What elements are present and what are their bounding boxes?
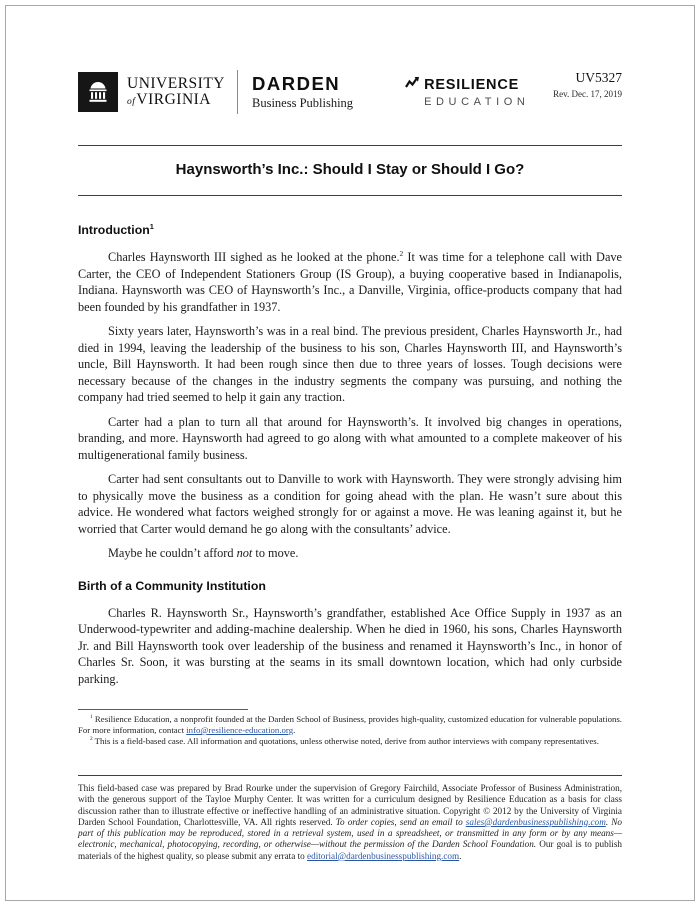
uva-virginia-word: VIRGINIA xyxy=(136,91,211,108)
editorial-email-link[interactable]: editorial@dardenbusinesspublishing.com xyxy=(307,850,460,861)
footnote-ref-2: 2 xyxy=(399,248,404,258)
document-page xyxy=(5,5,695,901)
intro-paragraph-3: Carter had a plan to turn all that around for Haynsworth’s. It involved big changes in operations, branding, and more. Haynsworth had agreed to go along with what amounted to a complete makeover of his multigenerational family business. xyxy=(78,414,622,462)
legal-italic-segment: No part of this publication may be reproduced, stored in a retrieval system, used in a spreadsheet, or transmitted in any form or by any means—electronic, mechanical, photocopying, recording, or otherwise—without the permission of the Darden School Foundation. xyxy=(78,816,622,850)
footnotes-section xyxy=(78,709,622,747)
resilience-email-link[interactable]: info@resilience-education.org xyxy=(186,725,294,735)
uva-of-word: of xyxy=(127,97,136,107)
document-header xyxy=(78,68,622,116)
intro-paragraph-1 xyxy=(78,249,622,315)
introduction-heading xyxy=(78,223,622,237)
document-meta xyxy=(553,70,622,99)
intro-paragraph-5 xyxy=(78,545,622,562)
legal-italic-segment: . xyxy=(605,816,612,827)
text-segment: This field-based case was prepared by Brad Rourke under the supervision of Gregory Fairchild, Associate Professor of Business Administration, with the generous support of the Tayloe Murphy Center. It was written for a curriculum designed by Resilience Education as a basis for class discussion rather than to illustrate effective or ineffective handling of an administrative situation. Copyright © 2012 by the University of Virginia Darden School Foundation, Charlottesville, VA. All rights reserved. xyxy=(78,782,622,827)
uva-logo xyxy=(78,72,225,112)
text-segment: Our goal is to publish materials of the highest quality, so please submit any errata to xyxy=(78,839,623,861)
footnote-1-marker: 1 xyxy=(90,714,93,721)
case-title: Haynsworth’s Inc.: Should I Stay or Should I Go? xyxy=(175,161,525,178)
header-divider xyxy=(237,70,238,114)
revision-date: Rev. Dec. 17, 2019 xyxy=(553,89,622,99)
resilience-wordmark: RESILIENCE xyxy=(424,77,520,93)
text-segment: Maybe he couldn’t afford xyxy=(108,546,237,560)
footnote-2 xyxy=(78,736,622,747)
darden-subtitle: Business Publishing xyxy=(252,96,354,110)
document-body xyxy=(78,223,622,695)
emphasized-word: not xyxy=(236,546,253,560)
footnote-2-marker: 2 xyxy=(90,736,93,743)
resilience-education-label: EDUCATION xyxy=(424,96,530,108)
intro-paragraph-2: Sixty years later, Haynsworth’s was in a real bind. The previous president, Charles Haynsworth Jr., had died in 1994, leaving the leadership of the business to his son, Charles Haynsworth III, and Haynsworth’s uncle, Bill Haynsworth. It had been rough since then due to three years of losses. Tough decisions were necessary because of the changes in the industry segments the company was pursuing, and nothing the company had tried seemed to help it gain any traction. xyxy=(78,324,622,404)
header-rule xyxy=(78,145,622,146)
footer-rule xyxy=(78,775,622,776)
introduction-heading-text: Introduction xyxy=(78,223,150,237)
text-segment: It was time for a telephone call with Dave Carter, the CEO of Independent Stationers Group (IS Group), a buying cooperative based in Indianapolis, Indiana. Haynsworth was CEO of Haynsworth’s Inc., a Danville, Virginia, office-products company that had been founded by his grandfather in 1937. xyxy=(78,250,623,314)
uva-university-label: UNIVERSITY xyxy=(127,75,225,93)
title-rule xyxy=(78,195,622,196)
resilience-logo xyxy=(405,76,529,108)
case-number: UV5327 xyxy=(575,70,622,85)
birth-paragraph-1: Charles R. Haynsworth Sr., Haynsworth’s grandfather, established Ace Office Supply in 1937 as an Underwood-typewriter and adding-machine dealership. When he died in 1960, his sons, Charles Haynsworth Jr. and Bill Haynsworth took over leadership of the business and renamed it Haynsworth’s Inc., in honor of Charles Sr. Soon, it was bursting at the seams in its small downtown location, which had only curbside parking. xyxy=(78,605,622,686)
text-segment: Resilience Education, a nonprofit founded at the Darden School of Business, provides high-quality, customized education for vulnerable populations. For more information, contact xyxy=(78,714,622,735)
text-segment: . xyxy=(293,725,296,735)
text-segment: to move. xyxy=(252,546,299,560)
text-segment: Charles Haynsworth III sighed as he looked at the phone. xyxy=(108,250,400,264)
resilience-growth-icon xyxy=(405,76,419,94)
birth-section-heading: Birth of a Community Institution xyxy=(78,578,266,593)
legal-footer xyxy=(78,775,622,862)
footnote-1 xyxy=(78,714,622,736)
uva-rotunda-icon xyxy=(78,72,118,112)
footnote-separator xyxy=(78,709,248,710)
footnote-ref-1: 1 xyxy=(149,221,154,231)
text-segment: . xyxy=(459,850,462,861)
uva-virginia-label xyxy=(127,92,225,108)
copyright-legal-text xyxy=(78,783,622,862)
uva-logo-text xyxy=(127,76,225,108)
legal-italic-segment: To order copies, send an email to xyxy=(335,816,466,827)
darden-logo xyxy=(252,73,353,111)
darden-wordmark: DARDEN xyxy=(252,73,341,94)
text-segment: This is a field-based case. All information and quotations, unless otherwise noted, derive from author interviews with company representatives. xyxy=(92,736,599,746)
intro-paragraph-4: Carter had sent consultants out to Danville to work with Haynsworth. They were strongly advising him to physically move the business as a condition for going ahead with the plan. He wasn’t sure about this advice. He wondered what factors weighed strongly for or against a move. He was leaning against it, but he worried that Carter would demand he go along with the consultants’ advice. xyxy=(78,472,622,536)
sales-email-link[interactable]: sales@dardenbusinesspublishing.com xyxy=(465,816,606,827)
